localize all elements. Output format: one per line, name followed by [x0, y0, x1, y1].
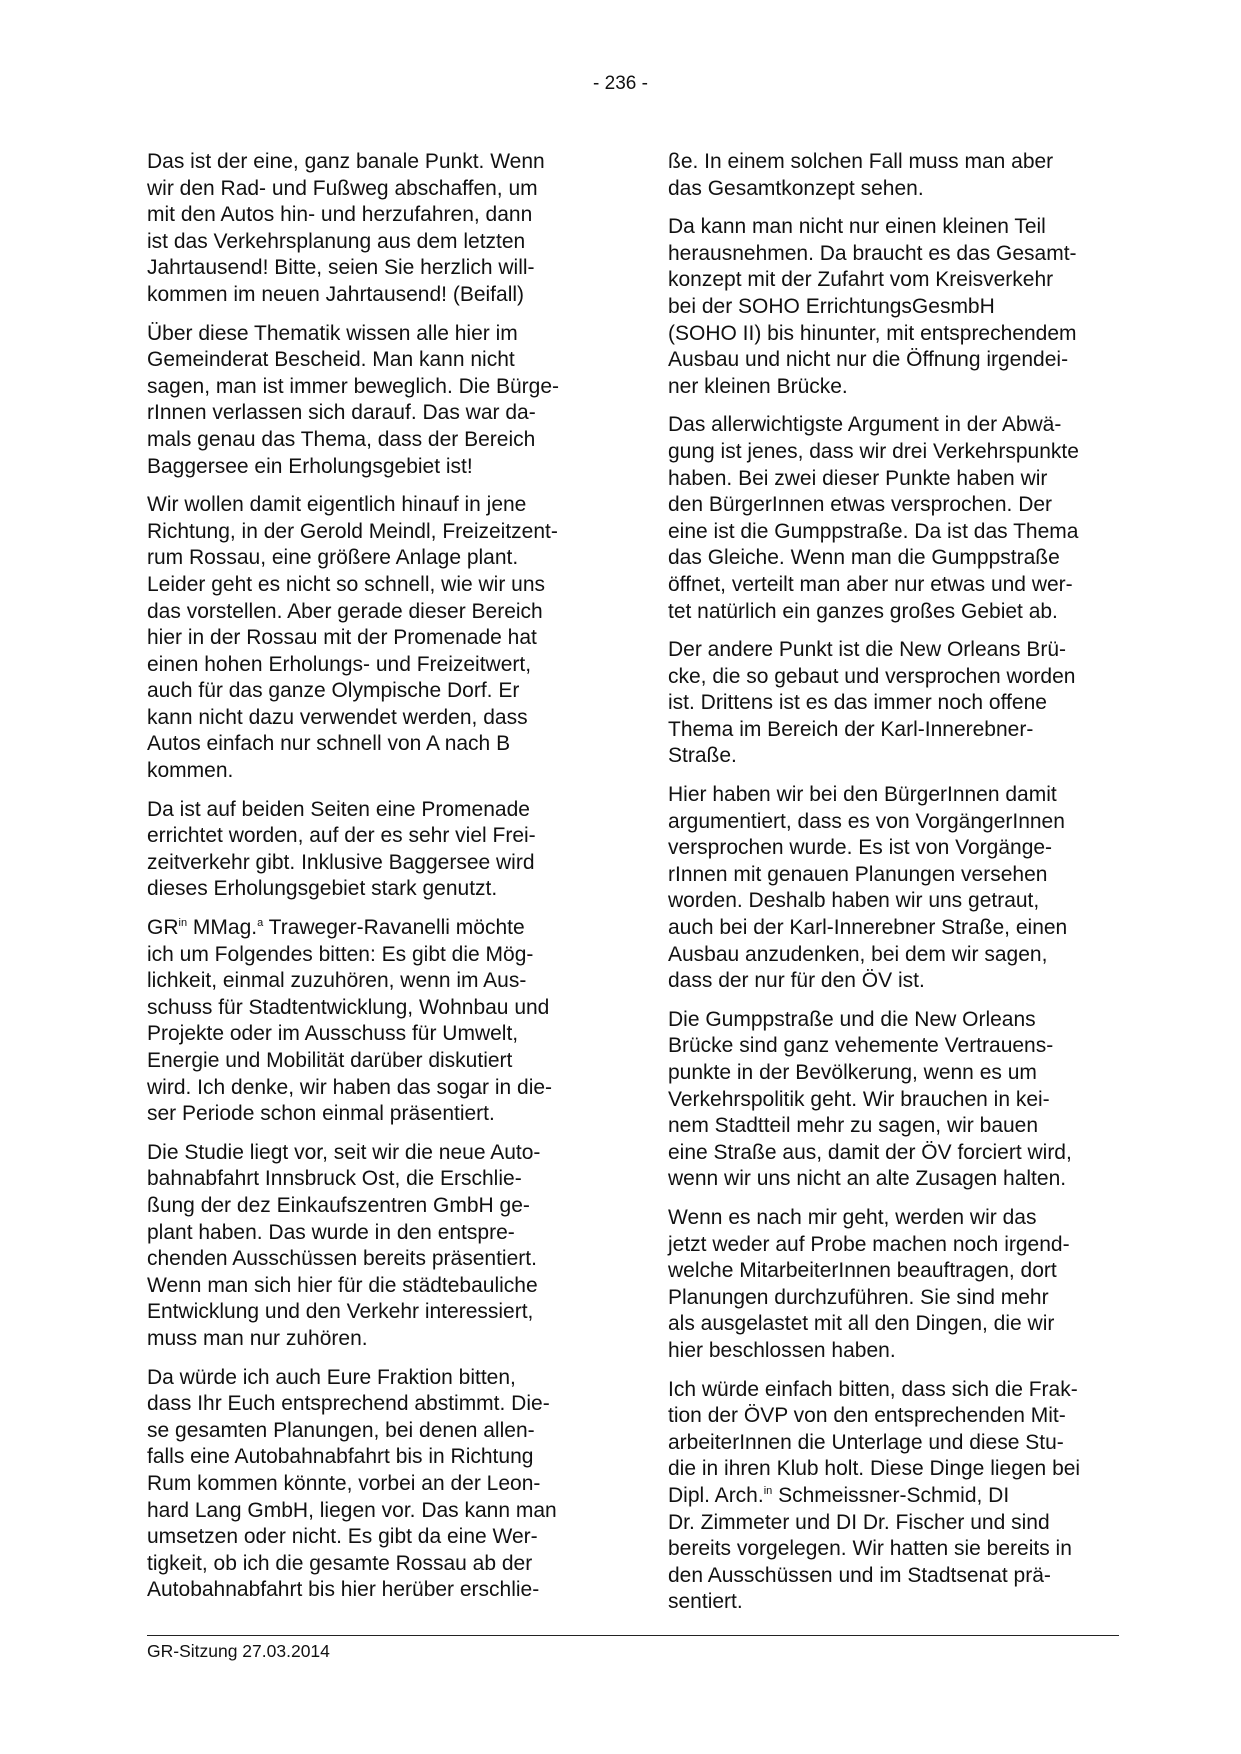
text-line: Ausbau anzudenken, bei dem wir sagen, [668, 942, 1048, 966]
text-line: sagen, man ist immer beweglich. Die Bürge- [147, 374, 560, 398]
text-line: gung ist jenes, dass wir drei Verkehrspunkte [668, 439, 1079, 463]
text-line: Energie und Mobilität darüber diskutiert [147, 1049, 513, 1072]
person-reference: Schmeissner-Schmid, DI [772, 1483, 1010, 1507]
text-line: schuss für Stadtentwicklung, Wohnbau und [147, 995, 550, 1019]
paragraph [147, 492, 595, 785]
text-line: hier in der Rossau mit der Promenade hat [147, 626, 537, 650]
text-line: errichtet worden, auf der es sehr viel Frei- [147, 824, 536, 848]
text-line: hard Lang GmbH, liegen vor. Das kann man [147, 1498, 557, 1522]
text-line: rum Rossau, eine größere Anlage plant. [147, 546, 519, 570]
text-line: Jahrtausend! Bitte, seien Sie herzlich will- [147, 256, 535, 280]
text-line: argumentiert, dass es von VorgängerInnen [668, 809, 1065, 833]
text-line: lichkeit, einmal zuzuhören, wenn im Aus- [147, 969, 527, 993]
text-line: mit den Autos hin- und herzufahren, dann [147, 203, 533, 227]
paragraph [668, 1377, 1116, 1616]
paragraph [668, 412, 1116, 625]
text-line: Ausbau und nicht nur die Öffnung irgendei- [668, 348, 1069, 372]
text-line: als ausgelastet mit all den Dingen, die wir [668, 1312, 1055, 1336]
text-line: das vorstellen. Aber gerade dieser Bereich [147, 599, 543, 623]
text-line: hier beschlossen haben. [668, 1338, 896, 1362]
text-line: muss man nur zuhören. [147, 1326, 368, 1350]
text-line: Da würde ich auch Eure Fraktion bitten, [147, 1365, 516, 1389]
text-line: kommen. [147, 759, 234, 783]
text-line: wird. Ich denke, wir haben das sogar in die- [147, 1075, 553, 1099]
paragraph [147, 149, 595, 309]
text-line: jetzt weder auf Probe machen noch irgend- [668, 1232, 1070, 1256]
text-line: Hier haben wir bei den BürgerInnen damit [668, 783, 1057, 807]
text-line: Das allerwichtigste Argument in der Abwä- [668, 413, 1062, 437]
text-line: chenden Ausschüssen bereits präsentiert. [147, 1247, 537, 1271]
text-line: zeitverkehr gibt. Inklusive Baggersee wird [147, 850, 535, 874]
text-line: Baggersee ein Erholungsgebiet ist! [147, 454, 473, 478]
text-line: dieses Erholungsgebiet stark genutzt. [147, 877, 498, 901]
text-line: einen hohen Erholungs- und Freizeitwert, [147, 652, 532, 676]
text-line: Ich würde einfach bitten, dass sich die Frak- [668, 1377, 1078, 1401]
text-line: plant haben. Das wurde in den entspre- [147, 1220, 515, 1244]
paragraph [668, 214, 1116, 400]
paragraph [668, 782, 1116, 995]
text-line: Planungen durchzuführen. Sie sind mehr [668, 1285, 1049, 1309]
text-line: Gemeinderat Bescheid. Man kann nicht [147, 348, 515, 372]
text-line: welche MitarbeiterInnen beauftragen, dort [668, 1259, 1057, 1283]
text-line: wenn wir uns nicht an alte Zusagen halten. [668, 1167, 1067, 1191]
text-line: arbeiterInnen die Unterlage und diese Stu- [668, 1430, 1064, 1454]
paragraph [147, 797, 595, 903]
text-line: cke, die so gebaut und versprochen worden [668, 664, 1076, 688]
text-line: Rum kommen könnte, vorbei an der Leon- [147, 1471, 541, 1495]
text-line: Brücke sind ganz vehemente Vertrauens- [668, 1034, 1054, 1058]
title-gr: GR [147, 916, 179, 940]
text-line: Richtung, in der Gerold Meindl, Freizeitzent- [147, 519, 558, 543]
text-line: dass der nur für den ÖV ist. [668, 969, 925, 993]
text-line: Autobahnabfahrt bis hier herüber erschlie- [147, 1578, 540, 1602]
paragraph [668, 637, 1116, 770]
text-line: bahnabfahrt Innsbruck Ost, die Erschlie- [147, 1167, 522, 1191]
text-line: rInnen verlassen sich darauf. Das war da- [147, 401, 536, 425]
text-line: tigkeit, ob ich die gesamte Rossau ab der [147, 1551, 533, 1575]
paragraph [147, 321, 595, 481]
text-line: Die Gumppstraße und die New Orleans [668, 1007, 1036, 1031]
text-line [147, 915, 595, 942]
paragraph [147, 1140, 595, 1353]
text-line: kommen im neuen Jahrtausend! (Beifall) [147, 282, 525, 306]
text-line: ist. Drittens ist es das immer noch offene [668, 691, 1047, 715]
text-line: den BürgerInnen etwas versprochen. Der [668, 493, 1053, 517]
text-line: konzept mit der Zufahrt vom Kreisverkehr [668, 268, 1054, 292]
text-line [668, 1483, 1116, 1510]
text-line: die in ihren Klub holt. Diese Dinge liegen bei [668, 1457, 1081, 1481]
speaker-reference: Traweger-Ravanelli möchte [263, 916, 525, 940]
paragraph [147, 1365, 595, 1604]
text-line: herausnehmen. Da braucht es das Gesamt- [668, 241, 1077, 265]
footer-label: GR-Sitzung 27.03.2014 [147, 1641, 330, 1661]
text-line: auch für das ganze Olympische Dorf. Er [147, 679, 520, 703]
title-dipl-superscript: in [763, 1484, 773, 1497]
text-line: das Gesamtkonzept sehen. [668, 176, 924, 200]
text-line: Verkehrspolitik geht. Wir brauchen in kei- [668, 1087, 1050, 1111]
text-line: ser Periode schon einmal präsentiert. [147, 1102, 495, 1126]
text-line: eine ist die Gumppstraße. Da ist das Thema [668, 519, 1079, 543]
text-line: Wenn es nach mir geht, werden wir das [668, 1205, 1037, 1229]
text-line: Die Studie liegt vor, seit wir die neue Auto- [147, 1140, 541, 1164]
text-line: Das ist der eine, ganz banale Punkt. Wenn [147, 150, 545, 173]
text-line: haben. Bei zwei dieser Punkte haben wir [668, 466, 1048, 490]
paragraph [668, 149, 1116, 202]
text-line: Der andere Punkt ist die New Orleans Brü- [668, 638, 1067, 662]
text-line: rInnen mit genauen Planungen versehen [668, 862, 1048, 886]
paragraph [668, 1205, 1116, 1365]
text-line: umsetzen oder nicht. Es gibt da eine Wer- [147, 1525, 538, 1549]
text-line: dass Ihr Euch entsprechend abstimmt. Die- [147, 1392, 550, 1416]
text-line: eine Straße aus, damit der ÖV forciert wird, [668, 1140, 1072, 1164]
text-line: Leider geht es nicht so schnell, wie wir uns [147, 572, 546, 596]
text-line: öffnet, verteilt man aber nur etwas und wer- [668, 572, 1073, 596]
text-line: tion der ÖVP von den entsprechenden Mit- [668, 1404, 1066, 1428]
text-line: Wenn man sich hier für die städtebauliche [147, 1273, 538, 1297]
text-line: se gesamten Planungen, bei denen allen- [147, 1418, 535, 1442]
title-dipl-arch: Dipl. Arch. [668, 1483, 764, 1507]
text-line: mals genau das Thema, dass der Bereich [147, 427, 536, 451]
left-column [147, 149, 595, 1616]
text-line: ßung der dez Einkaufszentren GmbH ge- [147, 1193, 530, 1217]
text-line: worden. Deshalb haben wir uns getraut, [668, 889, 1040, 913]
text-line: Straße. [668, 744, 737, 768]
text-line: Autos einfach nur schnell von A nach B [147, 732, 511, 756]
paragraph [668, 1007, 1116, 1193]
right-column [668, 149, 1116, 1628]
text-line: ist das Verkehrsplanung aus dem letzten [147, 229, 526, 253]
text-line: Thema im Bereich der Karl-Innerebner- [668, 717, 1034, 741]
text-line: ner kleinen Brücke. [668, 374, 848, 398]
text-line: ich um Folgendes bitten: Es gibt die Mög- [147, 942, 534, 966]
text-line: auch bei der Karl-Innerebner Straße, einen [668, 916, 1068, 940]
text-line: den Ausschüssen und im Stadtsenat prä- [668, 1563, 1051, 1587]
title-gr-superscript: in [178, 917, 188, 930]
text-line: tet natürlich ein ganzes großes Gebiet ab. [668, 599, 1058, 623]
text-line: das Gleiche. Wenn man die Gumppstraße [668, 546, 1060, 570]
text-line: ße. In einem solchen Fall muss man aber [668, 150, 1054, 173]
paragraph [147, 915, 595, 1128]
text-line: Da kann man nicht nur einen kleinen Teil [668, 215, 1046, 239]
text-line: bei der SOHO ErrichtungsGesmbH [668, 294, 995, 318]
text-line: nem Stadtteil mehr zu sagen, wir bauen [668, 1114, 1039, 1138]
text-line: Projekte oder im Ausschuss für Umwelt, [147, 1022, 519, 1046]
footer-divider [147, 1635, 1119, 1636]
text-line: sentiert. [668, 1590, 743, 1614]
page-number: - 236 - [593, 73, 648, 94]
text-line: punkte in der Bevölkerung, wenn es um [668, 1061, 1037, 1084]
text-line: kann nicht dazu verwendet werden, dass [147, 705, 528, 729]
text-line: Entwicklung und den Verkehr interessiert, [147, 1300, 534, 1324]
text-line: bereits vorgelegen. Wir hatten sie bereits in [668, 1537, 1072, 1561]
text-line: Da ist auf beiden Seiten eine Promenade [147, 797, 530, 821]
title-mmag: MMag. [187, 916, 258, 940]
title-mmag-superscript: a [257, 917, 264, 930]
text-line: falls eine Autobahnabfahrt bis in Richtung [147, 1445, 534, 1469]
text-line: versprochen wurde. Es ist von Vorgänge- [668, 836, 1053, 860]
text-line: Wir wollen damit eigentlich hinauf in jene [147, 493, 527, 517]
text-line: (SOHO II) bis hinunter, mit entsprechendem [668, 321, 1077, 345]
text-line: wir den Rad- und Fußweg abschaffen, um [147, 176, 538, 200]
text-line: Dr. Zimmeter und DI Dr. Fischer und sind [668, 1510, 1050, 1534]
text-line: Über diese Thematik wissen alle hier im [147, 321, 518, 345]
